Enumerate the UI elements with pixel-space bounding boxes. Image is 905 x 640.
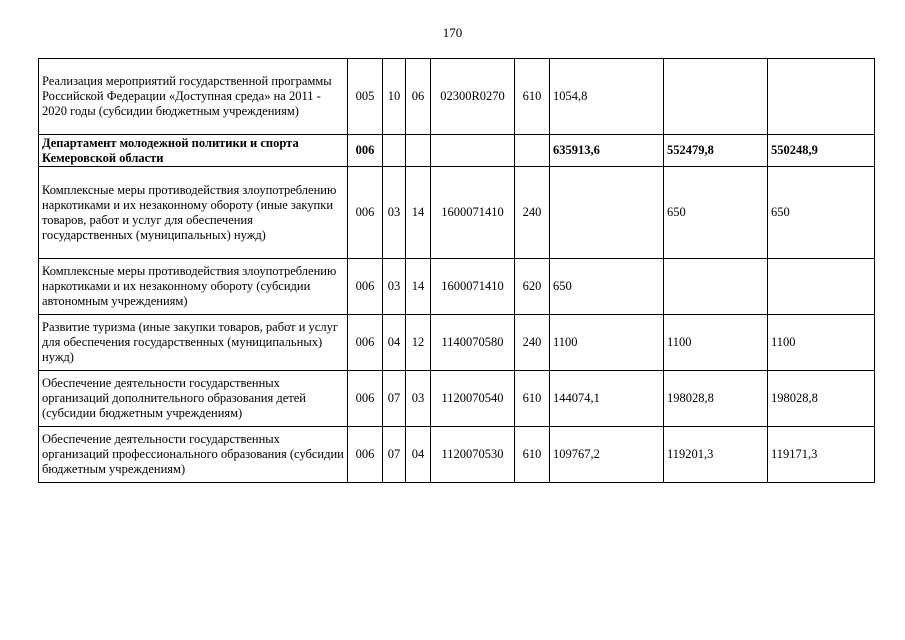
table-row xyxy=(39,135,875,167)
amount-year-1: 650 xyxy=(550,259,664,315)
subsection-code: 12 xyxy=(406,315,431,371)
amount-year-1: 1054,8 xyxy=(550,59,664,135)
table-row xyxy=(39,315,875,371)
amount-year-3: 550248,9 xyxy=(768,135,875,167)
ministry-code: 006 xyxy=(348,427,383,483)
target-article-code: 1600071410 xyxy=(431,167,515,259)
amount-year-1: 109767,2 xyxy=(550,427,664,483)
table-row xyxy=(39,371,875,427)
amount-year-3: 1100 xyxy=(768,315,875,371)
amount-year-2: 650 xyxy=(664,167,768,259)
subsection-code: 14 xyxy=(406,167,431,259)
budget-table xyxy=(38,58,875,483)
section-code: 10 xyxy=(383,59,406,135)
ministry-code: 006 xyxy=(348,167,383,259)
row-description: Реализация мероприятий государственной программы Российской Федерации «Доступная среда» на 2011 - 2020 годы (субсидии бюджетным учреждениям) xyxy=(39,59,348,135)
expense-type-code: 240 xyxy=(515,315,550,371)
section-code: 07 xyxy=(383,427,406,483)
amount-year-3: 198028,8 xyxy=(768,371,875,427)
amount-year-2 xyxy=(664,59,768,135)
expense-type-code: 610 xyxy=(515,427,550,483)
subsection-code: 14 xyxy=(406,259,431,315)
row-description: Обеспечение деятельности государственных организаций дополнительного образования детей (субсидии бюджетным учреждениям) xyxy=(39,371,348,427)
expense-type-code: 610 xyxy=(515,59,550,135)
amount-year-1: 144074,1 xyxy=(550,371,664,427)
section-code: 03 xyxy=(383,167,406,259)
table-row xyxy=(39,59,875,135)
target-article-code xyxy=(431,135,515,167)
target-article-code: 1120070530 xyxy=(431,427,515,483)
section-code xyxy=(383,135,406,167)
subsection-code: 06 xyxy=(406,59,431,135)
amount-year-3 xyxy=(768,59,875,135)
subsection-code: 03 xyxy=(406,371,431,427)
expense-type-code: 620 xyxy=(515,259,550,315)
amount-year-3: 650 xyxy=(768,167,875,259)
amount-year-2 xyxy=(664,259,768,315)
subsection-code xyxy=(406,135,431,167)
expense-type-code: 240 xyxy=(515,167,550,259)
amount-year-2: 198028,8 xyxy=(664,371,768,427)
row-description: Комплексные меры противодействия злоупотреблению наркотиками и их незаконному обороту (иные закупки товаров, работ и услуг для обеспечения государственных (муниципальных) нужд) xyxy=(39,167,348,259)
amount-year-2: 552479,8 xyxy=(664,135,768,167)
subsection-code: 04 xyxy=(406,427,431,483)
row-description: Обеспечение деятельности государственных организаций профессионального образования (субсидии бюджетным учреждениям) xyxy=(39,427,348,483)
row-description: Комплексные меры противодействия злоупотреблению наркотиками и их незаконному обороту (субсидии автономным учреждениям) xyxy=(39,259,348,315)
ministry-code: 006 xyxy=(348,259,383,315)
amount-year-2: 119201,3 xyxy=(664,427,768,483)
section-code: 04 xyxy=(383,315,406,371)
ministry-code: 006 xyxy=(348,135,383,167)
table-row xyxy=(39,259,875,315)
table-row xyxy=(39,167,875,259)
table-body xyxy=(39,59,875,483)
expense-type-code xyxy=(515,135,550,167)
target-article-code: 1600071410 xyxy=(431,259,515,315)
amount-year-3: 119171,3 xyxy=(768,427,875,483)
target-article-code: 1140070580 xyxy=(431,315,515,371)
ministry-code: 005 xyxy=(348,59,383,135)
target-article-code: 1120070540 xyxy=(431,371,515,427)
amount-year-1: 1100 xyxy=(550,315,664,371)
amount-year-1 xyxy=(550,167,664,259)
expense-type-code: 610 xyxy=(515,371,550,427)
amount-year-2: 1100 xyxy=(664,315,768,371)
page-number: 170 xyxy=(442,25,463,40)
amount-year-1: 635913,6 xyxy=(550,135,664,167)
section-code: 03 xyxy=(383,259,406,315)
ministry-code: 006 xyxy=(348,371,383,427)
amount-year-3 xyxy=(768,259,875,315)
section-code: 07 xyxy=(383,371,406,427)
table-row xyxy=(39,427,875,483)
target-article-code: 02300R0270 xyxy=(431,59,515,135)
row-description: Департамент молодежной политики и спорта Кемеровской области xyxy=(39,135,348,167)
ministry-code: 006 xyxy=(348,315,383,371)
row-description: Развитие туризма (иные закупки товаров, работ и услуг для обеспечения государственных (муниципальных) нужд) xyxy=(39,315,348,371)
